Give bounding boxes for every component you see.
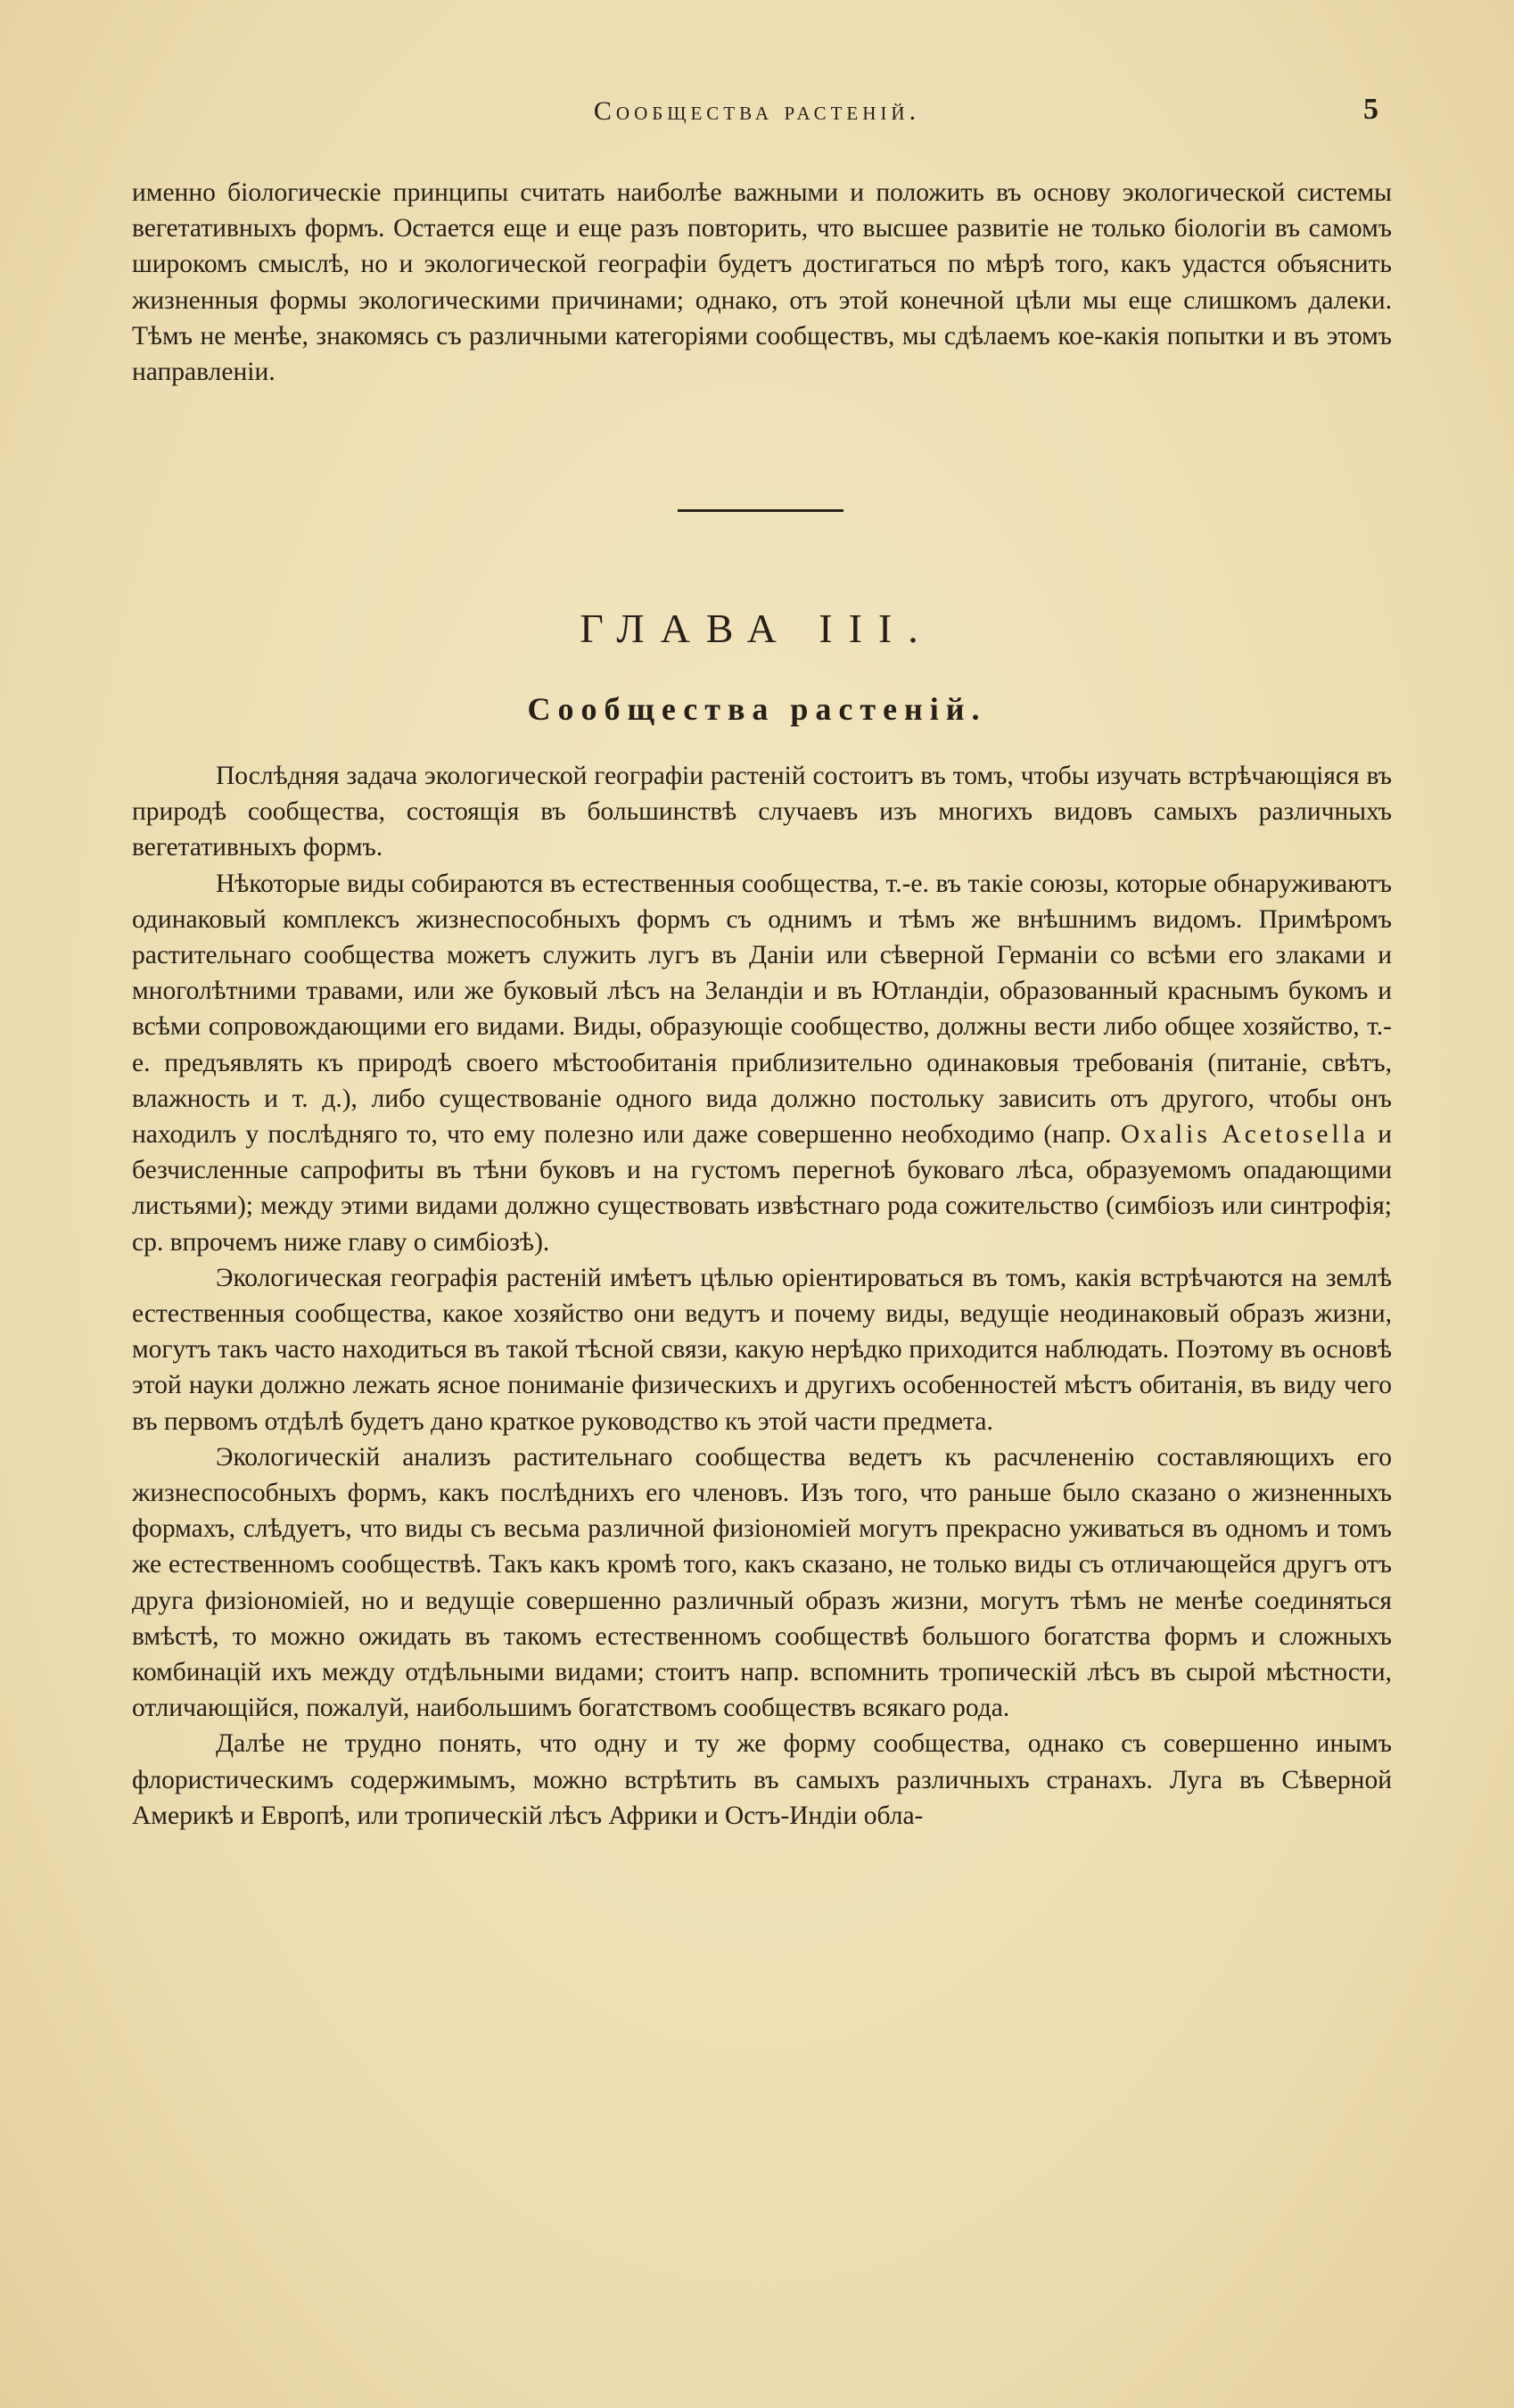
intro-text xyxy=(132,175,1392,390)
chapter-heading: ГЛАВА III. xyxy=(580,606,934,651)
paragraph-5: Далѣе не трудно понять, что одну и ту же форму сообщества, однако съ совершенно инымъ флористическимъ содержимымъ, можно встрѣтить въ самыхъ различныхъ странахъ. Луга въ Сѣверной Америкѣ и Европѣ, или тропическій лѣсъ Африки и Остъ-Индіи обла- xyxy=(132,1729,1392,1830)
paragraph-2-part-1: Нѣкоторые виды собираются въ естественныя сообщества, т.-е. въ такіе союзы, которые обнаруживаютъ одинаковый комплексъ жизнеспособныхъ формъ съ однимъ и тѣмъ же внѣшнимъ видомъ. Примѣромъ растительнаго сообщества можетъ служить лугъ въ Даніи или сѣверной Германіи со всѣми его злаками и многолѣтними травами, или же буковый лѣсъ на Зеландіи и въ Ютландіи, образованный краснымъ букомъ и всѣми сопровождающими его видами. Виды, образующіе сообщество, должны вести либо общее хозяйство, т.-е. предъявлять къ природѣ своего мѣстообитанія приблизительно одинаковыя требованія (питаніе, свѣтъ, влажность и т. д.), либо существованіе одного вида должно постольку зависить отъ другого, чтобы онъ находилъ у послѣдняго то, что ему полезно или даже совершенно необходимо (напр. xyxy=(132,869,1392,1150)
paragraph-4: Экологическій анализъ растительнаго сообщества ведетъ къ расчлененію составляющихъ его жизнеспособныхъ формъ, какъ послѣднихъ его членовъ. Изъ того, что раньше было сказано о жизненныхъ формахъ, слѣдуетъ, что виды съ весьма различной физіономіей могутъ прекрасно уживаться въ одномъ и томъ же естественномъ сообществѣ. Такъ какъ кромѣ того, какъ сказано, не только виды съ отличающейся другъ отъ друга физіономіей, но и ведущіе совершенно различный образъ жизни, могутъ тѣмъ не менѣе соединяться вмѣстѣ, то можно ожидать въ такомъ естественномъ сообществѣ большого богатства формъ и сложныхъ комбинацій ихъ между отдѣльными видами; стоитъ напр. вспомнить тропическій лѣсъ въ сырой мѣстности, отличающійся, пожалуй, наибольшимъ богатствомъ сообществъ всякаго рода. xyxy=(132,1442,1392,1723)
page-number: 5 xyxy=(1363,93,1378,126)
chapter-body xyxy=(132,758,1392,1834)
running-title: Сообщества растеній. xyxy=(593,96,921,126)
paragraph-2 xyxy=(132,866,1392,1260)
section-divider xyxy=(678,509,843,512)
paragraph-2-part-2: и безчисленные сапрофиты въ тѣни буковъ и на густомъ перегноѣ буковаго лѣса, образуемомъ опадающими листьями); между этими видами должно существовать извѣстнаго рода сожительство (симбіозъ или синтрофія; ср. впрочемъ ниже главу о симбіозѣ). xyxy=(132,1120,1392,1257)
intro-paragraph: именно біологическіе принципы считать наиболѣе важными и положить въ основу экологической системы вегетативныхъ формъ. Остается еще и еще разъ повторить, что высшее развитіе не только біологіи въ самомъ широкомъ смыслѣ, но и экологической географіи будетъ достигаться по мѣрѣ того, какъ удастся объяснить жизненныя формы экологическими причинами; однако, отъ этой конечной цѣли мы еще слишкомъ далеки. Тѣмъ не менѣе, знакомясь съ различными категоріями сообществъ, мы сдѣлаемъ кое-какія попытки и въ этомъ направленіи. xyxy=(132,178,1392,387)
paragraph-3: Экологическая географія растеній имѣетъ цѣлью оріентироваться въ томъ, какія встрѣчаются на землѣ естественныя сообщества, какое хозяйство они ведутъ и почему виды, ведущіе неодинаковый образъ жизни, могутъ такъ часто находиться въ такой тѣсной связи, какую нерѣдко приходится наблюдать. Поэтому въ основѣ этой науки должно лежать ясное пониманіе физическихъ и другихъ особенностей мѣстъ обитанія, въ виду чего въ первомъ отдѣлѣ будетъ дано краткое руководство къ этой части предмета. xyxy=(132,1263,1392,1436)
running-head xyxy=(125,93,1389,132)
paragraph-1: Послѣдняя задача экологической географіи растеній состоитъ въ томъ, чтобы изучать встрѣчающіяся въ природѣ сообщества, состоящія въ большинствѣ случаевъ изъ многихъ видовъ самыхъ различныхъ вегетативныхъ формъ. xyxy=(132,762,1392,862)
species-name: Oxalis Acetosella xyxy=(1120,1120,1369,1150)
chapter-subtitle: Сообщества растеній. xyxy=(527,691,987,727)
